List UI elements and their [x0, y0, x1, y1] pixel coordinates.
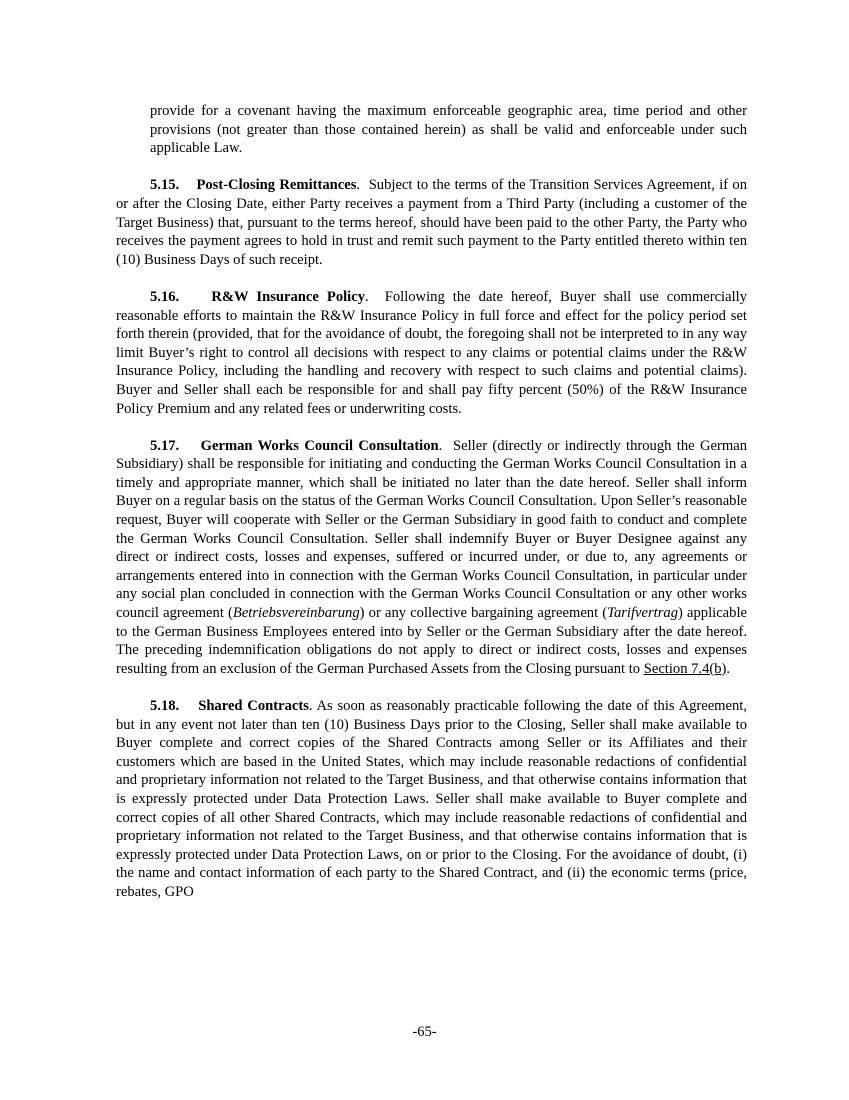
- section-body: As soon as reasonably practicable following the date of this Agreement, but in any event not later than ten (10) Business Days prior to the Closing, Seller shall make available to Buyer complete and correct copies of the Shared Contracts among Seller or its Affiliates and their customers which are based in the United States, which may include reasonable redactions of confidential and proprietary information not related to the Target Business, and that otherwise contains information that is expressly protected under Data Protection Laws. Seller shall make available to Buyer complete and correct copies of all other Shared Contracts, which may include reasonable redactions of confidential and proprietary information not related to the Target Business, and that otherwise contains information that is expressly protected under Data Protection Laws, on or prior to the Closing. For the avoidance of doubt, (i) the name and contact information of each party to the Shared Contract, and (ii) the economic terms (price, rebates, GPO: [116, 698, 748, 900]
- section-body-part1: Seller (directly or indirectly through the German Subsidiary) shall be responsible for initiating and conducting the German Works Council Consultation in a timely and appropriate manner, which shall be initiated no later than the date hereof. Seller shall inform Buyer on a regular basis on the status of the German Works Council Consultation. Upon Seller’s reasonable request, Buyer will cooperate with Seller or the German Subsidiary in good faith to conduct and complete the German Works Council Consultation. Seller shall indemnify Buyer or Buyer Designee against any direct or indirect costs, losses and expenses, suffered or incurred under, or due to, any agreements or arrangements entered into in connection with the German Works Council Consultation, in particular under any social plan concluded in connection with the German Works Council Consultation or any other works council agreement (: [116, 437, 747, 622]
- italic-term-tarifvertrag: Tarifvertrag: [607, 605, 678, 622]
- section-body-end: .: [726, 660, 731, 677]
- section-body: Subject to the terms of the Transition Services Agreement, if on or after the Closing Date, either Party receives a payment from a Third Party (including a customer of the Target Business) that, pursuant to the terms hereof, should have been paid to the other Party, the Party who receives the payment agrees to hold in trust and remit such payment to the Party entitled thereto within ten (10) Business Days of such receipt.: [116, 177, 748, 268]
- section-number: 5.17.: [150, 437, 180, 454]
- section-number: 5.18.: [150, 698, 180, 714]
- continuation-text: provide for a covenant having the maximum enforceable geographic area, time period and other provisions (not greater than those contained herein) as shall be valid and enforceable under such applicable Law.: [150, 103, 747, 157]
- section-number: 5.15.: [150, 177, 180, 194]
- section-title: German Works Council Consultation: [200, 437, 439, 454]
- section-title: Shared Contracts: [198, 698, 309, 714]
- section-title: Post-Closing Remittances: [196, 177, 357, 194]
- section-5-18: 5.18. Shared Contracts. As soon as reasonably practicable following the date of this Agreement, but in any event not later than ten (10) Business Days prior to the Closing, Seller shall make available to Buyer complete and correct copies of the Shared Contracts among Seller or its Affiliates and their customers which are based in the United States, which may include reasonable redactions of confidential and proprietary information not related to the Target Business, and that otherwise contains information that is expressly protected under Data Protection Laws. Seller shall make available to Buyer complete and correct copies of all other Shared Contracts, which may include reasonable redactions of confidential and proprietary information not related to the Target Business, and that otherwise contains information that is expressly protected under Data Protection Laws, on or prior to the Closing. For the avoidance of doubt, (i) the name and contact information of each party to the Shared Contract, and (ii) the economic terms (price, rebates, GPO: [116, 698, 748, 900]
- section-5-16: 5.16. R&W Insurance Policy. Following the date hereof, Buyer shall use commercially reasonable efforts to maintain the R&W Insurance Policy in full force and effect for the policy period set forth therein (provided, that for the avoidance of doubt, the foregoing shall not be interpreted to in any way limit Buyer’s right to control all decisions with respect to any claims or potential claims under the R&W Insurance Policy, including the handling and recovery with respect to such claims and potential claims). Buyer and Seller shall each be responsible for and shall pay fifty percent (50%) of the R&W Insurance Policy Premium and any related fees or underwriting costs.: [116, 288, 747, 417]
- section-body-part2: ) or any collective bargaining agreement (: [359, 605, 608, 622]
- section-cross-reference-link[interactable]: Section 7.4(b): [643, 660, 727, 677]
- page-number: -65-: [412, 1024, 437, 1040]
- section-body: Following the date hereof, Buyer shall use commercially reasonable efforts to maintain the R&W Insurance Policy in full force and effect for the policy period set forth therein (provided, that for the avoidance of doubt, the foregoing shall not be interpreted to in any way limit Buyer’s right to control all decisions with respect to any claims or potential claims under the R&W Insurance Policy, including the handling and recovery with respect to such claims and potential claims). Buyer and Seller shall each be responsible for and shall pay fifty percent (50%) of the R&W Insurance Policy Premium and any related fees or underwriting costs.: [116, 288, 747, 417]
- section-number: 5.16.: [150, 288, 180, 305]
- section-5-17: 5.17. German Works Council Consultation. Seller (directly or indirectly through the German Subsidiary) shall be responsible for initiating and conducting the German Works Council Consultation in a timely and appropriate manner, which shall be initiated no later than the date hereof. Seller shall inform Buyer on a regular basis on the status of the German Works Council Consultation. Upon Seller’s reasonable request, Buyer will cooperate with Seller or the German Subsidiary in good faith to conduct and complete the German Works Council Consultation. Seller shall indemnify Buyer or Buyer Designee against any direct or indirect costs, losses and expenses, suffered or incurred under, or due to, any agreements or arrangements entered into in connection with the German Works Council Consultation, in particular under any social plan concluded in connection with the German Works Council Consultation or any other works council agreement (Betriebsvereinbarung) or any collective bargaining agreement (Tarifvertrag) applicable to the German Business Employees entered into by Seller or the German Subsidiary after the date hereof. The preceding indemnification obligations do not apply to direct or indirect costs, losses and expenses resulting from an exclusion of the German Purchased Assets from the Closing pursuant to Section 7.4(b).: [116, 437, 747, 677]
- section-5-15: 5.15. Post-Closing Remittances. Subject to the terms of the Transition Services Agreement, if on or after the Closing Date, either Party receives a payment from a Third Party (including a customer of the Target Business) that, pursuant to the terms hereof, should have been paid to the other Party, the Party who receives the payment agrees to hold in trust and remit such payment to the Party entitled thereto within ten (10) Business Days of such receipt.: [116, 177, 748, 268]
- continuation-paragraph: [116, 102, 747, 158]
- document-page: [116, 102, 747, 920]
- italic-term-betriebsvereinbarung: Betriebsvereinbarung: [232, 605, 360, 622]
- section-body-part3: ) applicable to the German Business Employees entered into by Seller or the German Subsidiary after the date hereof. The preceding indemnification obligations do not apply to direct or indirect costs, losses and expenses resulting from an exclusion of the German Purchased Assets from the Closing pursuant to: [116, 605, 747, 677]
- section-title: R&W Insurance Policy: [211, 288, 365, 305]
